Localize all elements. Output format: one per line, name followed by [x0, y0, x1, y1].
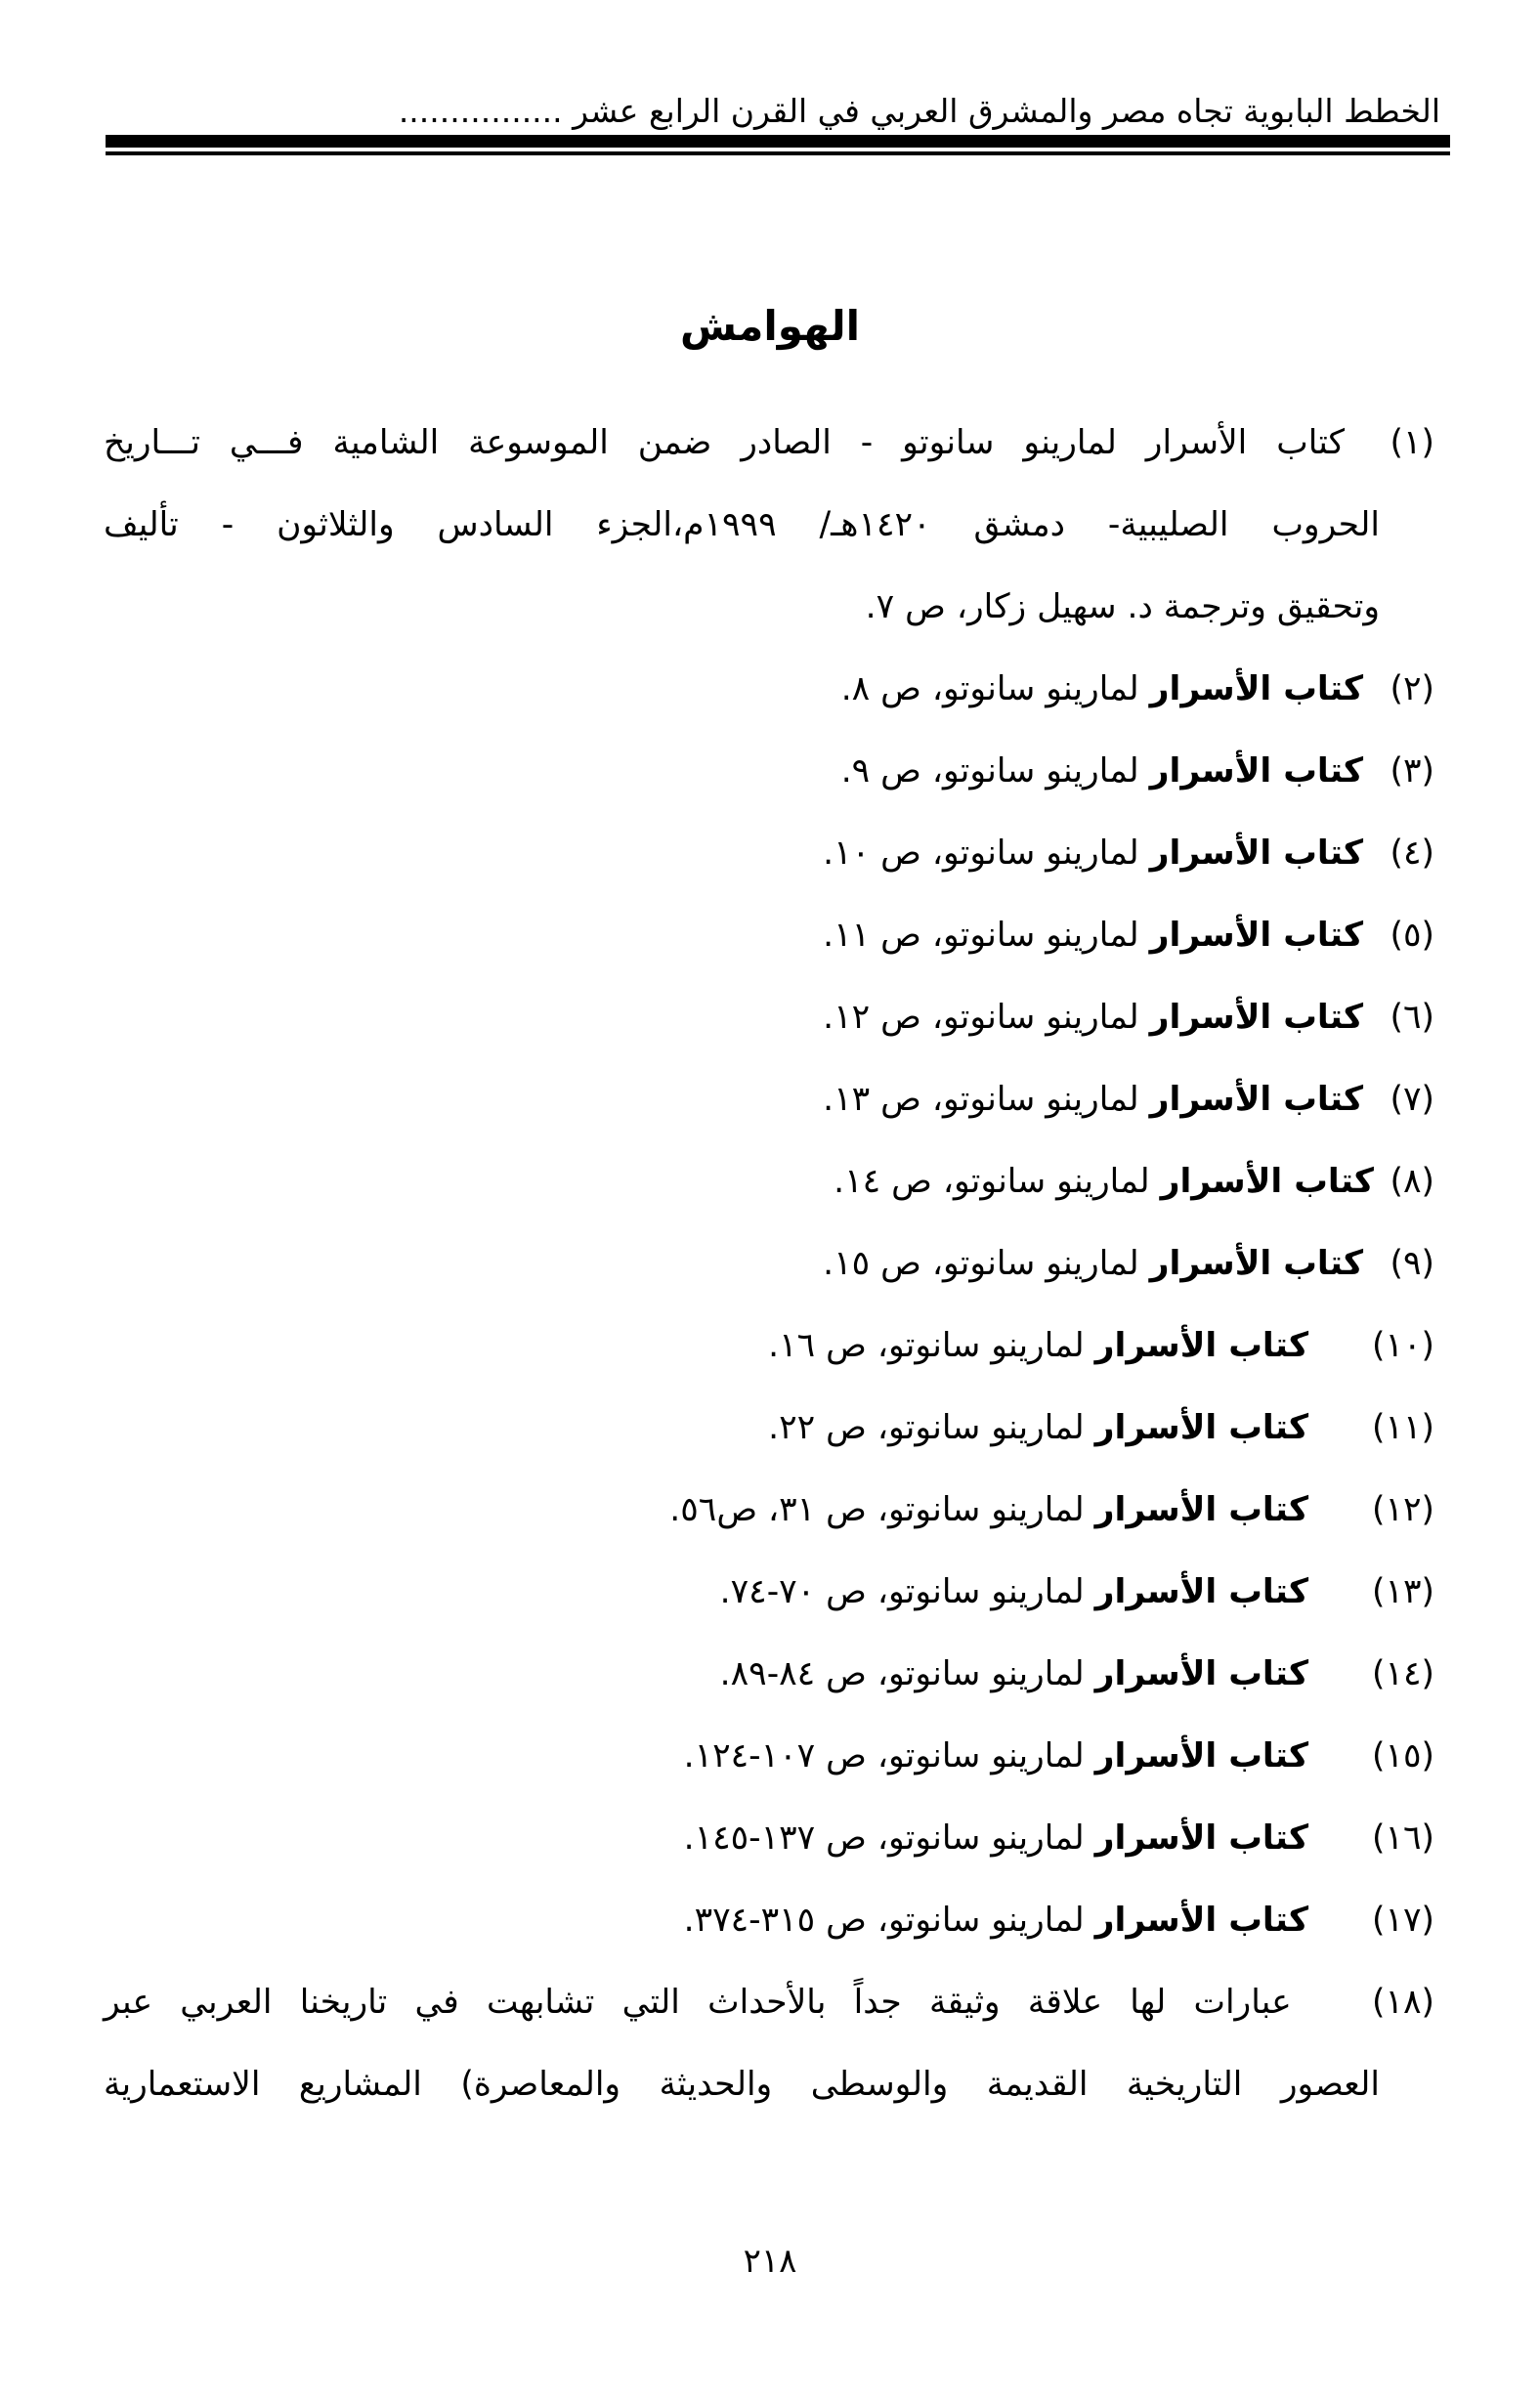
footnote-citation: لمارينو سانوتو، ص ٩.: [840, 751, 1139, 791]
footnote-book-title: كتاب الأسرار: [1094, 1572, 1309, 1611]
footnote-number: (١٠): [1372, 1326, 1434, 1365]
footnote-number: (١٣): [1372, 1572, 1434, 1611]
footnote-citation: لمارينو سانوتو، ص ٧٠-٧٤.: [719, 1572, 1085, 1611]
footnote-1-line-1: [104, 402, 1434, 484]
footnote-citation: لمارينو سانوتو، ص ٣١٥-٣٧٤.: [683, 1901, 1085, 1940]
footnote-number: (٣): [1390, 751, 1434, 791]
footnote-book-title: كتاب الأسرار: [1094, 1654, 1309, 1693]
footnote-14: [104, 1633, 1434, 1715]
running-header: الخطط البابوية تجاه مصر والمشرق العربي في القرن الرابع عشر ................: [398, 92, 1440, 130]
footnote-citation: لمارينو سانوتو، ص ١١.: [823, 916, 1139, 955]
footnote-book-title: كتاب الأسرار: [1094, 1326, 1309, 1365]
footnote-4: [104, 812, 1434, 894]
footnote-citation: لمارينو سانوتو، ص ٨.: [840, 669, 1139, 708]
footnote-11: [104, 1387, 1434, 1469]
footnote-number: (١): [1390, 423, 1435, 462]
footnote-text: كتاب الأسرار لمارينو سانوتو - الصادر ضمن الموسوعة الشامية فـــي تـــاريخ: [104, 423, 1346, 462]
footnote-8: [104, 1140, 1434, 1222]
footnote-9: [104, 1222, 1434, 1305]
footnote-book-title: كتاب الأسرار: [1094, 1736, 1309, 1776]
footnote-number: (١١): [1372, 1408, 1434, 1447]
footnote-book-title: كتاب الأسرار: [1149, 1080, 1364, 1119]
footnote-number: (٢): [1390, 669, 1434, 708]
header-rule-thick: [106, 135, 1450, 148]
footnote-number: (٧): [1390, 1080, 1434, 1119]
footnote-17: [104, 1879, 1434, 1961]
footnote-book-title: كتاب الأسرار: [1149, 751, 1364, 791]
footnote-number: (٩): [1390, 1244, 1434, 1283]
footnote-number: (٥): [1390, 916, 1434, 955]
footnote-citation: لمارينو سانوتو، ص ١٣.: [823, 1080, 1139, 1119]
footnote-5: [104, 894, 1434, 976]
footnote-book-title: كتاب الأسرار: [1149, 1244, 1364, 1283]
footnote-2: [104, 648, 1434, 730]
footnote-book-title: كتاب الأسرار: [1094, 1901, 1309, 1940]
footnote-12: [104, 1469, 1434, 1551]
footnote-citation: لمارينو سانوتو، ص ١٦.: [768, 1326, 1085, 1365]
footnote-18-line-1: [104, 1961, 1434, 2043]
footnote-number: (١٤): [1372, 1654, 1434, 1693]
footnote-book-title: كتاب الأسرار: [1149, 834, 1364, 873]
footnote-citation: لمارينو سانوتو، ص ١٠٧-١٢٤.: [683, 1736, 1085, 1776]
footnote-number: (٦): [1390, 998, 1434, 1037]
footnote-6: [104, 976, 1434, 1058]
footnote-7: [104, 1058, 1434, 1140]
footnote-citation: لمارينو سانوتو، ص ٣١، ص٥٦.: [669, 1490, 1085, 1529]
footnote-number: (١٦): [1372, 1818, 1434, 1858]
footnote-3: [104, 730, 1434, 812]
footnote-number: (١٧): [1372, 1901, 1434, 1940]
footnote-1-line-3: وتحقيق وترجمة د. سهيل زكار، ص ٧.: [865, 587, 1380, 626]
footnote-16: [104, 1797, 1434, 1879]
footnote-book-title: كتاب الأسرار: [1094, 1408, 1309, 1447]
footnote-citation: لمارينو سانوتو، ص ١٠.: [823, 834, 1139, 873]
footnote-book-title: كتاب الأسرار: [1160, 1162, 1374, 1201]
footnote-number: (١٨): [1372, 1983, 1435, 2022]
footnote-10: [104, 1305, 1434, 1387]
section-title: الهوامش: [680, 302, 860, 350]
footnote-book-title: كتاب الأسرار: [1094, 1490, 1309, 1529]
footnote-citation: لمارينو سانوتو، ص ١٥.: [823, 1244, 1139, 1283]
footnote-13: [104, 1551, 1434, 1633]
footnote-book-title: كتاب الأسرار: [1149, 998, 1364, 1037]
footnote-citation: لمارينو سانوتو، ص ٢٢.: [768, 1408, 1085, 1447]
footnote-number: (٤): [1390, 834, 1434, 873]
footnote-15: [104, 1715, 1434, 1797]
footnote-citation: لمارينو سانوتو، ص ٨٤-٨٩.: [719, 1654, 1085, 1693]
footnote-book-title: كتاب الأسرار: [1149, 916, 1364, 955]
header-rule-thin: [106, 151, 1450, 155]
footnote-number: (١٥): [1372, 1736, 1434, 1776]
footnote-citation: لمارينو سانوتو، ص ١٢.: [823, 998, 1139, 1037]
footnote-text: عبارات لها علاقة وثيقة جداً بالأحداث التي تشابهت في تاريخنا العربي عبر: [104, 1983, 1292, 2022]
footnote-book-title: كتاب الأسرار: [1094, 1818, 1309, 1858]
footnote-citation: لمارينو سانوتو، ص ١٣٧-١٤٥.: [683, 1818, 1085, 1858]
footnote-book-title: كتاب الأسرار: [1149, 669, 1364, 708]
footnote-number: (١٢): [1372, 1490, 1434, 1529]
page-number: ٢١٨: [743, 2242, 797, 2281]
footnote-citation: لمارينو سانوتو، ص ١٤.: [834, 1162, 1150, 1201]
footnote-1-line-2: الحروب الصليبية- دمشق ١٤٢٠هـ/ ١٩٩٩م،الجزء السادس والثلاثون - تأليف: [104, 505, 1380, 544]
footnote-number: (٨): [1390, 1162, 1434, 1201]
footnote-18-line-2: العصور التاريخية القديمة والوسطى والحديثة والمعاصرة) المشاريع الاستعمارية: [104, 2065, 1380, 2104]
